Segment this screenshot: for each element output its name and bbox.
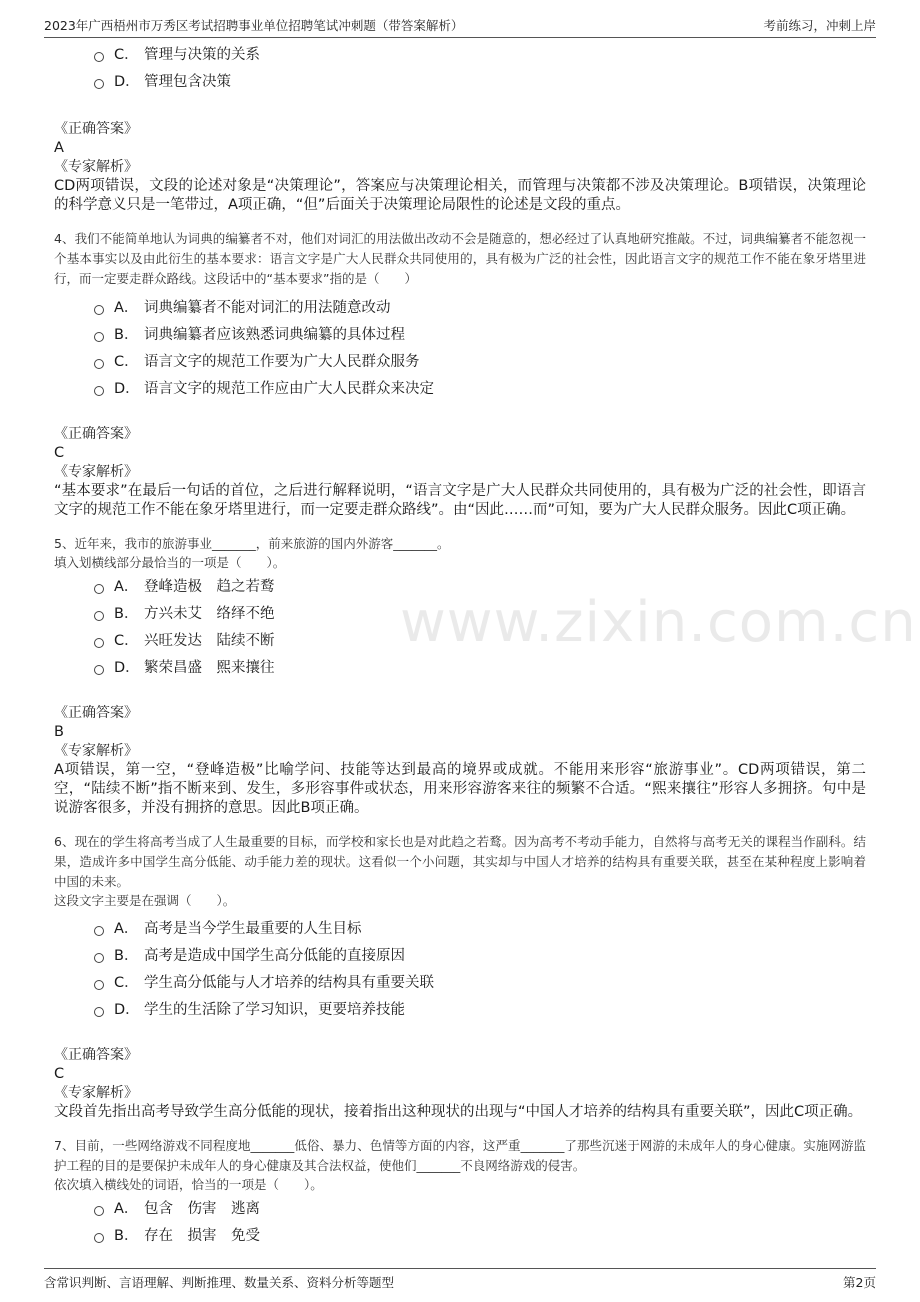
radio-icon[interactable] bbox=[94, 953, 104, 963]
radio-icon[interactable] bbox=[94, 926, 104, 936]
question-4-stem: 4、我们不能简单地认为词典的编纂者不对，他们对词汇的用法做出改动不会是随意的，想必经过了认真地研究推敲。不过，词典编纂者不能忽视一个基本事实以及由此衍生的基本要求：语言文字是广大人民群众共同使用的，具有极为广泛的社会性，因此语言文字的规范工作不能在象牙塔里进行，而一定要走群众路线。这段话中的“基本要求”指的是（ ） bbox=[54, 231, 866, 286]
option-d[interactable]: D． 学生的生活除了学习知识，更要培养技能 bbox=[94, 995, 866, 1022]
option-c[interactable]: C． 管理与决策的关系 bbox=[94, 40, 866, 67]
radio-icon[interactable] bbox=[94, 386, 104, 396]
answer-label: 《正确答案》 bbox=[54, 121, 138, 137]
radio-icon[interactable] bbox=[94, 52, 104, 62]
answer-label: 《正确答案》 bbox=[54, 1047, 138, 1063]
option-d[interactable]: D． 语言文字的规范工作应由广大人民群众来决定 bbox=[94, 374, 866, 401]
question-5-stem: 5、近年来，我市的旅游事业_______，前来旅游的国内外游客_______。 bbox=[54, 536, 450, 551]
page-header bbox=[44, 10, 876, 38]
radio-icon[interactable] bbox=[94, 1007, 104, 1017]
radio-icon[interactable] bbox=[94, 665, 104, 675]
page-number: 第2页 bbox=[843, 1275, 876, 1290]
radio-icon[interactable] bbox=[94, 1233, 104, 1243]
answer-value: C bbox=[54, 445, 65, 461]
radio-icon[interactable] bbox=[94, 611, 104, 621]
option-b[interactable]: B． 高考是造成中国学生高分低能的直接原因 bbox=[94, 941, 866, 968]
watermark: www.zixin.com.cn bbox=[400, 590, 917, 655]
document-title: 2023年广西梧州市万秀区考试招聘事业单位招聘笔试冲刺题（带答案解析） bbox=[44, 18, 464, 33]
header-slogan: 考前练习，冲刺上岸 bbox=[763, 18, 876, 33]
question-7-stem: 7、目前，一些网络游戏不同程度地_______低俗、暴力、色情等方面的内容，这严重_______了那些沉迷于网游的未成年人的身心健康。实施网游监护工程的目的是要保护未成年人的身心健康及其合法权益，使他们_______不良网络游戏的侵害。 bbox=[54, 1138, 866, 1173]
option-c[interactable]: C． 语言文字的规范工作要为广大人民群众服务 bbox=[94, 347, 866, 374]
option-d[interactable]: D． 繁荣昌盛 熙来攘往 bbox=[94, 653, 866, 680]
option-a[interactable]: A． 高考是当今学生最重要的人生目标 bbox=[94, 914, 866, 941]
content bbox=[54, 40, 866, 1248]
option-b[interactable]: B． 存在 损害 免受 bbox=[94, 1221, 866, 1248]
radio-icon[interactable] bbox=[94, 79, 104, 89]
question-4-options bbox=[54, 293, 866, 401]
radio-icon[interactable] bbox=[94, 359, 104, 369]
analysis-label: 《专家解析》 bbox=[54, 159, 138, 175]
option-a[interactable]: A． 登峰造极 趋之若鹜 bbox=[94, 572, 866, 599]
question-3-answer-block bbox=[54, 120, 866, 215]
analysis-label: 《专家解析》 bbox=[54, 743, 138, 759]
option-d[interactable]: D． 管理包含决策 bbox=[94, 67, 866, 94]
radio-icon[interactable] bbox=[94, 332, 104, 342]
page-footer bbox=[44, 1268, 876, 1293]
analysis-label: 《专家解析》 bbox=[54, 464, 138, 480]
radio-icon[interactable] bbox=[94, 584, 104, 594]
option-c[interactable]: C． 学生高分低能与人才培养的结构具有重要关联 bbox=[94, 968, 866, 995]
question-5-options bbox=[54, 572, 866, 680]
footer-description: 含常识判断、言语理解、判断推理、数量关系、资料分析等题型 bbox=[44, 1275, 395, 1290]
analysis-text: 文段首先指出高考导致学生高分低能的现状，接着指出这种现状的出现与“中国人才培养的结构具有重要关联”，因此C项正确。 bbox=[54, 1104, 863, 1120]
answer-label: 《正确答案》 bbox=[54, 426, 138, 442]
question-6-options bbox=[54, 914, 866, 1022]
question-5-prompt: 填入划横线部分最恰当的一项是（ ）。 bbox=[54, 555, 286, 570]
analysis-text: CD两项错误，文段的论述对象是“决策理论”，答案应与决策理论相关，而管理与决策都不涉及决策理论。B项错误，决策理论的科学意义只是一笔带过，A项正确，“但”后面关于决策理论局限性的论述是文段的重点。 bbox=[54, 178, 866, 213]
radio-icon[interactable] bbox=[94, 638, 104, 648]
option-b[interactable]: B． 词典编纂者应该熟悉词典编纂的具体过程 bbox=[94, 320, 866, 347]
question-7-options bbox=[54, 1194, 866, 1248]
answer-value: C bbox=[54, 1066, 65, 1082]
question-6-answer-block bbox=[54, 1046, 866, 1122]
radio-icon[interactable] bbox=[94, 1206, 104, 1216]
option-b[interactable]: B． 方兴未艾 络绎不绝 bbox=[94, 599, 866, 626]
analysis-text: A项错误，第一空，“登峰造极”比喻学问、技能等达到最高的境界或成就。不能用来形容“旅游事业”。CD两项错误，第二空，“陆续不断”指不断来到、发生，多形容事件或状态，用来形容游客来往的频繁不合适。“熙来攘往”形容人多拥挤。句中是说游客很多，并没有拥挤的意思。因此B项正确。 bbox=[54, 762, 866, 816]
radio-icon[interactable] bbox=[94, 305, 104, 315]
question-5-answer-block bbox=[54, 704, 866, 818]
option-c[interactable]: C． 兴旺发达 陆续不断 bbox=[94, 626, 866, 653]
option-a[interactable]: A． 词典编纂者不能对词汇的用法随意改动 bbox=[94, 293, 866, 320]
question-7-prompt: 依次填入横线处的词语，恰当的一项是（ ）。 bbox=[54, 1177, 323, 1192]
answer-value: B bbox=[54, 724, 64, 740]
analysis-text: “基本要求”在最后一句话的首位，之后进行解释说明，“语言文字是广大人民群众共同使用的，具有极为广泛的社会性，即语言文字的规范工作不能在象牙塔里进行，而一定要走群众路线”。由“因此……而”可知，要为广大人民群众服务。因此C项正确。 bbox=[54, 483, 866, 518]
radio-icon[interactable] bbox=[94, 980, 104, 990]
question-3-options bbox=[54, 40, 866, 94]
analysis-label: 《专家解析》 bbox=[54, 1085, 138, 1101]
question-4-answer-block bbox=[54, 425, 866, 520]
answer-value: A bbox=[54, 140, 64, 156]
answer-label: 《正确答案》 bbox=[54, 705, 138, 721]
question-6-stem: 6、现在的学生将高考当成了人生最重要的目标，而学校和家长也是对此趋之若鹜。因为高考不考动手能力，自然将与高考无关的课程当作副科。结果，造成许多中国学生高分低能、动手能力差的现状。这看似一个小问题，其实却与中国人才培养的结构具有重要关联，甚至在某种程度上影响着中国的未来。 bbox=[54, 834, 866, 889]
option-a[interactable]: A． 包含 伤害 逃离 bbox=[94, 1194, 866, 1221]
question-6-prompt: 这段文字主要是在强调（ ）。 bbox=[54, 893, 236, 908]
